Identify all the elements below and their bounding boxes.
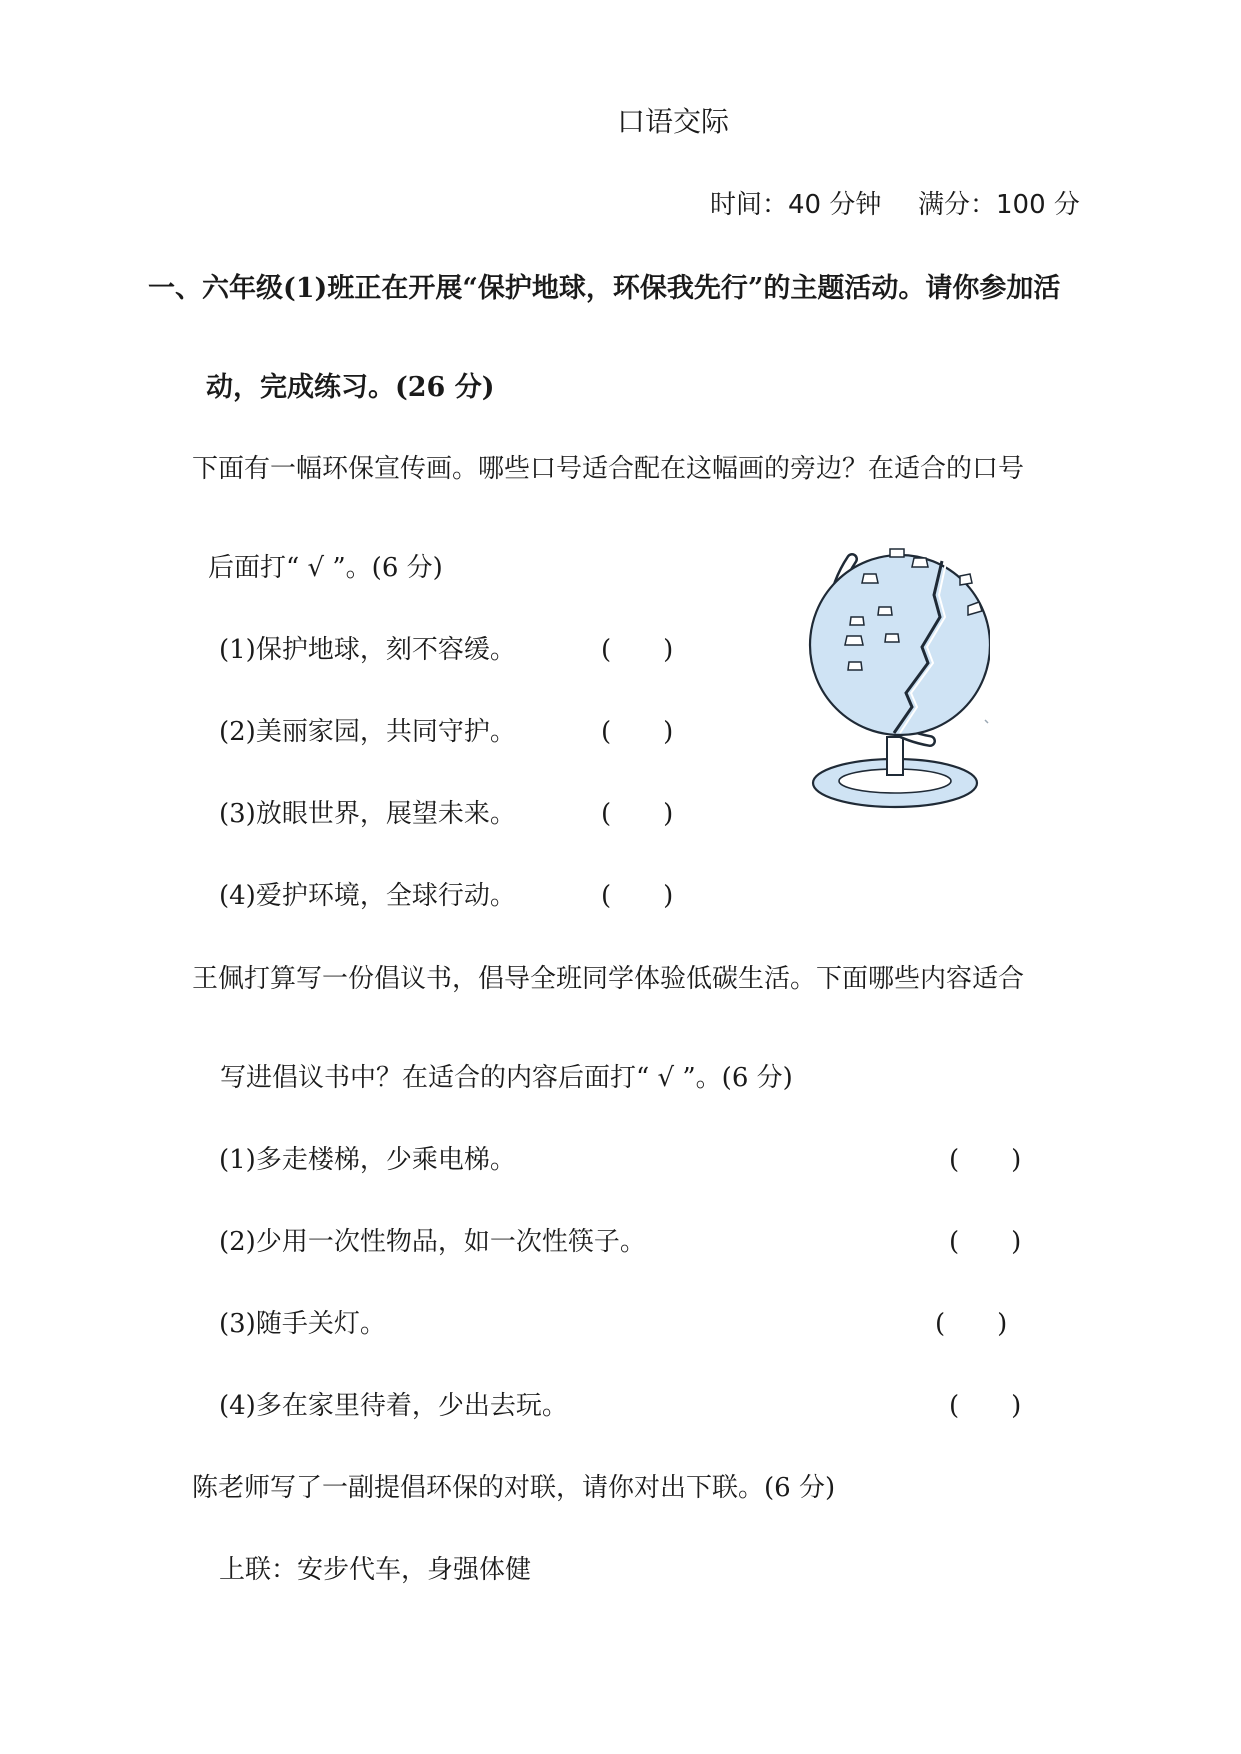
question1-item: (1)保护地球，刻不容缓。: [219, 635, 516, 665]
question1-prompt-line2: 后面打“ √ ”。(6 分): [208, 553, 443, 583]
question1-prompt-line1: 下面有一幅环保宣传画。哪些口号适合配在这幅画的旁边？在适合的口号: [192, 454, 1025, 484]
answer-bracket[interactable]: ( ): [949, 1391, 1022, 1421]
answer-bracket[interactable]: ( ): [601, 799, 674, 829]
question2-item: (2)少用一次性物品，如一次性筷子。: [219, 1227, 646, 1257]
question2-prompt-line1: 王佩打算写一份倡议书，倡导全班同学体验低碳生活。下面哪些内容适合: [192, 964, 1025, 994]
answer-bracket[interactable]: ( ): [949, 1227, 1022, 1257]
question2-item: (3)随手关灯。: [219, 1309, 386, 1339]
answer-bracket[interactable]: ( ): [601, 881, 674, 911]
answer-bracket[interactable]: ( ): [935, 1309, 1008, 1339]
answer-bracket[interactable]: ( ): [601, 635, 674, 665]
question2-prompt-line2: 写进倡议书中？在适合的内容后面打“ √ ”。(6 分): [220, 1063, 793, 1093]
answer-bracket[interactable]: ( ): [949, 1145, 1022, 1175]
question3-prompt: 陈老师写了一副提倡环保的对联，请你对出下联。(6 分): [192, 1473, 836, 1503]
answer-bracket[interactable]: ( ): [601, 717, 674, 747]
question2-item: (4)多在家里待着，少出去玩。: [219, 1391, 568, 1421]
exam-full-score: 满分：100 分: [918, 190, 1080, 220]
upper-couplet: 上联：安步代车，身强体健: [219, 1555, 532, 1585]
page-title: 口语交际: [617, 105, 730, 138]
section-heading-line1: 一、六年级(1)班正在开展“保护地球，环保我先行”的主题活动。请你参加活: [148, 273, 1061, 304]
section-heading-line2: 动，完成练习。(26 分): [206, 372, 495, 403]
question1-item: (2)美丽家园，共同守护。: [219, 717, 516, 747]
question2-item: (1)多走楼梯，少乘电梯。: [219, 1145, 516, 1175]
exam-time: 时间：40 分钟: [710, 190, 882, 220]
question1-item: (4)爱护环境，全球行动。: [219, 881, 516, 911]
question1-item: (3)放眼世界，展望未来。: [219, 799, 516, 829]
cracked-globe-icon: [790, 545, 990, 817]
